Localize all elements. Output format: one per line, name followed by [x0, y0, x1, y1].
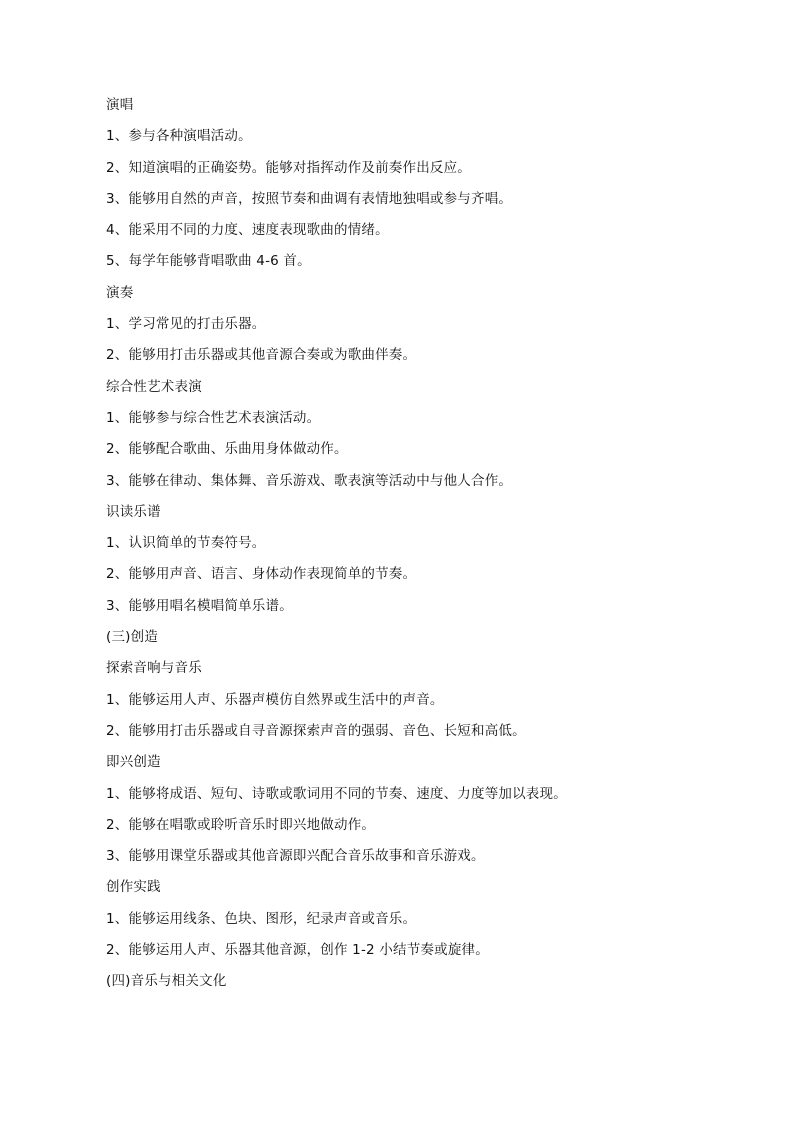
paragraph-line: 2、能够在唱歌或聆听音乐时即兴地做动作。: [106, 816, 376, 833]
section-heading-creation: (三)创造: [106, 629, 159, 646]
paragraph-line: 1、能够参与综合性艺术表演活动。: [106, 409, 321, 426]
subsection-heading-creative-practice: 创作实践: [106, 879, 161, 896]
paragraph-line: 2、能够用声音、语言、身体动作表现简单的节奏。: [106, 566, 417, 583]
subsection-heading-improvisation: 即兴创造: [106, 754, 161, 771]
section-heading-performing: 演奏: [106, 284, 134, 301]
paragraph-line: 1、能够运用线条、色块、图形，纪录声音或音乐。: [106, 910, 417, 927]
paragraph-line: 2、能够运用人声、乐器其他音源，创作 1-2 小结节奏或旋律。: [106, 942, 489, 959]
paragraph-line: 3、能够用课堂乐器或其他音源即兴配合音乐故事和音乐游戏。: [106, 848, 485, 865]
document-body: [106, 95, 706, 1003]
paragraph-line: 2、知道演唱的正确姿势。能够对指挥动作及前奏作出反应。: [106, 159, 471, 176]
section-heading-singing: 演唱: [106, 97, 134, 113]
paragraph-line: 2、能够用打击乐器或自寻音源探索声音的强弱、音色、长短和高低。: [106, 722, 526, 739]
paragraph-line: 2、能够用打击乐器或其他音源合奏或为歌曲伴奏。: [106, 347, 417, 364]
section-heading-reading-music: 识读乐谱: [106, 503, 161, 520]
paragraph-line: 3、能够在律动、集体舞、音乐游戏、歌表演等活动中与他人合作。: [106, 472, 513, 489]
paragraph-line: 2、能够配合歌曲、乐曲用身体做动作。: [106, 441, 348, 458]
subsection-heading-exploring-sound: 探索音响与音乐: [106, 660, 202, 677]
section-heading-comprehensive-arts: 综合性艺术表演: [106, 378, 202, 395]
paragraph-line: 5、每学年能够背唱歌曲 4-6 首。: [106, 253, 311, 270]
paragraph-line: 3、能够用自然的声音，按照节奏和曲调有表情地独唱或参与齐唱。: [106, 190, 513, 207]
section-heading-music-culture: (四)音乐与相关文化: [106, 973, 227, 990]
paragraph-line: 1、学习常见的打击乐器。: [106, 316, 266, 333]
paragraph-line: 1、认识简单的节奏符号。: [106, 535, 266, 552]
paragraph-line: 1、能够运用人声、乐器声模仿自然界或生活中的声音。: [106, 691, 444, 708]
paragraph-line: 1、能够将成语、短句、诗歌或歌词用不同的节奏、速度、力度等加以表现。: [106, 785, 567, 802]
paragraph-line: 3、能够用唱名模唱简单乐谱。: [106, 597, 293, 614]
paragraph-line: 4、能采用不同的力度、速度表现歌曲的情绪。: [106, 222, 389, 239]
paragraph-line: 1、参与各种演唱活动。: [106, 128, 252, 145]
